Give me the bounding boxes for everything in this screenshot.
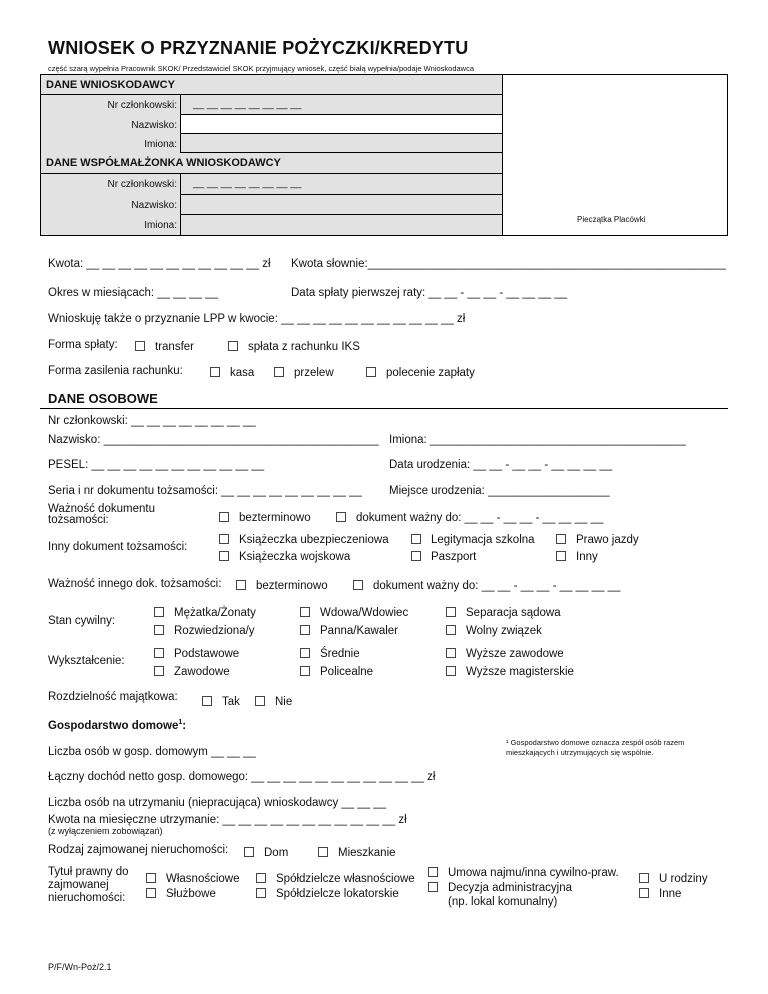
checkbox[interactable] — [154, 607, 164, 617]
amount-words-field[interactable]: Kwota słownie:________________________________________________________ — [291, 258, 726, 270]
marital-widowed-option[interactable]: Wdowa/Wdowiec — [300, 607, 408, 619]
education-label: Wykształcenie: — [48, 655, 125, 667]
household-footnote: ¹ Gospodarstwo domowe oznacza zespół osób razem mieszkających i utrzymujących się wspólnie. — [506, 738, 685, 757]
names-cell[interactable] — [181, 134, 503, 153]
checkbox[interactable] — [236, 580, 246, 590]
checkbox[interactable] — [219, 534, 229, 544]
marital-divorced-option[interactable]: Rozwiedziona/y — [154, 625, 255, 637]
funding-transfer-option[interactable]: przelew — [274, 367, 334, 379]
marital-separation-option[interactable]: Separacja sądowa — [446, 607, 561, 619]
other-doc-passport-option[interactable]: Paszport — [411, 551, 476, 563]
checkbox[interactable] — [154, 648, 164, 658]
personal-surname-field[interactable]: Nazwisko: ___________________________________________ — [48, 434, 379, 446]
checkbox[interactable] — [244, 847, 254, 857]
spouse-names-label: Imiona: — [144, 220, 177, 231]
checkbox[interactable] — [446, 648, 456, 658]
checkbox[interactable] — [446, 666, 456, 676]
checkbox[interactable] — [274, 367, 284, 377]
other-doc-driving-option[interactable]: Prawo jazdy — [556, 534, 639, 546]
education-vocational-option[interactable]: Zawodowe — [154, 666, 230, 678]
title-ownership-option[interactable]: Własnościowe — [146, 873, 240, 885]
checkbox[interactable] — [556, 551, 566, 561]
property-house-option[interactable]: Dom — [244, 847, 288, 859]
checkbox[interactable] — [556, 534, 566, 544]
checkbox[interactable] — [366, 367, 376, 377]
marital-single-option[interactable]: Panna/Kawaler — [300, 625, 398, 637]
personal-names-field[interactable]: Imiona: ________________________________________ — [389, 434, 686, 446]
checkbox[interactable] — [411, 551, 421, 561]
property-flat-option[interactable]: Mieszkanie — [318, 847, 396, 859]
checkbox[interactable] — [300, 648, 310, 658]
checkbox[interactable] — [256, 873, 266, 883]
other-indefinite-option[interactable]: bezterminowo — [236, 580, 328, 592]
footer-form-code: P/F/Wn-Poż/2.1 — [48, 962, 112, 972]
surname-label: Nazwisko: — [131, 120, 177, 131]
education-postsecondary-option[interactable]: Policealne — [300, 666, 373, 678]
checkbox[interactable] — [228, 341, 238, 351]
grey-spouse-names-cell — [181, 215, 503, 235]
checkbox[interactable] — [300, 625, 310, 635]
applicant-box — [40, 74, 728, 236]
household-income-field[interactable]: Łączny dochód netto gosp. domowego: __ __ __ __ __ __ __ __ __ __ __ zł — [48, 771, 436, 783]
checkbox[interactable] — [146, 888, 156, 898]
marital-label: Stan cywilny: — [48, 615, 116, 627]
property-sep-yes-option[interactable]: Tak — [202, 696, 240, 708]
id-indefinite-option[interactable]: bezterminowo — [219, 512, 311, 524]
other-validity-label: Ważność innego dok. tożsamości: — [48, 578, 222, 590]
birth-place-field[interactable]: Miejsce urodzenia: ___________________ — [389, 485, 610, 497]
property-sep-label: Rozdzielność majątkowa: — [48, 691, 178, 703]
checkbox[interactable] — [154, 666, 164, 676]
checkbox[interactable] — [428, 867, 438, 877]
monthly-cost-field[interactable]: Kwota na miesięczne utrzymanie: __ __ __ __ __ __ __ __ __ __ __ zł — [48, 814, 407, 826]
checkbox[interactable] — [353, 580, 363, 590]
education-masters-option[interactable]: Wyższe magisterskie — [446, 666, 574, 678]
title-admin-decision-note: (np. lokal komunalny) — [448, 896, 558, 908]
checkbox[interactable] — [255, 696, 265, 706]
names-label: Imiona: — [144, 139, 177, 150]
monthly-cost-note: (z wyłączeniem zobowiązań) — [48, 826, 163, 836]
checkbox[interactable] — [428, 882, 438, 892]
checkbox[interactable] — [639, 873, 649, 883]
title-label-2: zajmowanej — [48, 879, 109, 891]
grey-spouse-surname-cell — [181, 195, 503, 215]
member-no-label: Nr członkowski: — [107, 100, 177, 111]
id-validity-label-2: tożsamości: — [48, 514, 109, 526]
title-label-3: nieruchomości: — [48, 892, 126, 904]
spouse-member-no-field[interactable]: __ __ __ __ __ __ __ __ — [193, 178, 302, 189]
household-header: Gospodarstwo domowe$^1$: — [48, 719, 187, 732]
personal-member-no-field[interactable]: Nr członkowski: __ __ __ __ __ __ __ __ — [48, 415, 256, 427]
other-doc-label: Inny dokument tożsamości: — [48, 541, 188, 553]
checkbox[interactable] — [219, 512, 229, 522]
education-primary-option[interactable]: Podstawowe — [154, 648, 239, 660]
title-other-option[interactable]: Inne — [639, 888, 681, 900]
title-lease-option[interactable]: Umowa najmu/inna cywilno-praw. — [428, 867, 619, 879]
marital-married-option[interactable]: Mężatka/Żonaty — [154, 607, 256, 619]
repayment-iks-option[interactable]: spłata z rachunku IKS — [228, 341, 360, 353]
checkbox[interactable] — [146, 873, 156, 883]
funding-direct-debit-option[interactable]: polecenie zapłaty — [366, 367, 475, 379]
divider — [40, 408, 728, 409]
property-type-label: Rodzaj zajmowanej nieruchomości: — [48, 844, 229, 856]
form-subtitle: część szarą wypełnia Pracownik SKOK/ Przedstawiciel SKOK przyjmujący wniosek, część białą wypełnia/podaje Wnioskodawca — [48, 64, 475, 73]
first-installment-field[interactable]: Data spłaty pierwszej raty: __ __ - __ __ - __ __ __ __ — [291, 287, 568, 299]
title-service-option[interactable]: Służbowe — [146, 888, 216, 900]
amount-field[interactable]: Kwota: __ __ __ __ __ __ __ __ __ __ __ zł — [48, 258, 271, 270]
checkbox[interactable] — [210, 367, 220, 377]
household-persons-field[interactable]: Liczba osób w gosp. domowym __ __ __ — [48, 746, 256, 758]
title-coop-ownership-option[interactable]: Spółdzielcze własnościowe — [256, 873, 415, 885]
section-applicant: DANE WNIOSKODAWCY — [46, 79, 175, 91]
title-label-1: Tytuł prawny do — [48, 866, 129, 878]
checkbox[interactable] — [256, 888, 266, 898]
checkbox[interactable] — [202, 696, 212, 706]
education-secondary-option[interactable]: Średnie — [300, 648, 360, 660]
member-no-field[interactable]: __ __ __ __ __ __ __ __ — [193, 99, 302, 110]
checkbox[interactable] — [336, 512, 346, 522]
spouse-surname-label: Nazwisko: — [131, 200, 177, 211]
education-higher-vocational-option[interactable]: Wyższe zawodowe — [446, 648, 564, 660]
checkbox[interactable] — [639, 888, 649, 898]
checkbox[interactable] — [219, 551, 229, 561]
birth-date-field[interactable]: Data urodzenia: __ __ - __ __ - __ __ __ __ — [389, 459, 613, 471]
funding-cash-option[interactable]: kasa — [210, 367, 254, 379]
section-spouse: DANE WSPÓŁMAŁŻONKA WNIOSKODAWCY — [46, 157, 281, 169]
checkbox[interactable] — [318, 847, 328, 857]
funding-label: Forma zasilenia rachunku: — [48, 365, 183, 377]
dependents-field[interactable]: Liczba osób na utrzymaniu (niepracująca) wnioskodawcy __ __ __ — [48, 797, 387, 809]
id-validity-label: Ważność dokumentu — [48, 503, 155, 515]
checkbox[interactable] — [135, 341, 145, 351]
stamp-label: Pieczątka Placówki — [577, 215, 646, 224]
form-title: WNIOSEK O PRZYZNANIE POŻYCZKI/KREDYTU — [48, 38, 469, 58]
marital-partnership-option[interactable]: Wolny związek — [446, 625, 542, 637]
checkbox[interactable] — [446, 607, 456, 617]
other-valid-until-option[interactable]: dokument ważny do: __ __ - __ __ - __ __ __ __ — [353, 580, 620, 592]
repayment-transfer-option[interactable]: transfer — [135, 341, 194, 353]
other-doc-school-option[interactable]: Legitymacja szkolna — [411, 534, 535, 546]
checkbox[interactable] — [154, 625, 164, 635]
other-doc-military-option[interactable]: Książeczka wojskowa — [219, 551, 350, 563]
title-admin-decision-option[interactable]: Decyzja administracyjna — [428, 882, 572, 894]
lpp-field[interactable]: Wnioskuję także o przyznanie LPP w kwocie: __ __ __ __ __ __ __ __ __ __ __ zł — [48, 313, 466, 325]
spouse-member-no-label: Nr członkowski: — [107, 179, 177, 190]
property-sep-no-option[interactable]: Nie — [255, 696, 292, 708]
title-coop-tenant-option[interactable]: Spółdzielcze lokatorskie — [256, 888, 399, 900]
id-valid-until-option[interactable]: dokument ważny do: __ __ - __ __ - __ __ __ __ — [336, 512, 603, 524]
id-doc-field[interactable]: Seria i nr dokumentu tożsamości: __ __ __ __ __ __ __ __ __ — [48, 485, 362, 497]
checkbox[interactable] — [300, 607, 310, 617]
repayment-label: Forma spłaty: — [48, 339, 118, 351]
other-doc-insurance-option[interactable]: Książeczka ubezpieczeniowa — [219, 534, 389, 546]
checkbox[interactable] — [446, 625, 456, 635]
title-family-option[interactable]: U rodziny — [639, 873, 708, 885]
checkbox[interactable] — [411, 534, 421, 544]
checkbox[interactable] — [300, 666, 310, 676]
pesel-field[interactable]: PESEL: __ __ __ __ __ __ __ __ __ __ __ — [48, 459, 265, 471]
personal-data-header: DANE OSOBOWE — [48, 391, 158, 406]
period-field[interactable]: Okres w miesiącach: __ __ __ __ — [48, 287, 219, 299]
surname-cell[interactable] — [181, 115, 503, 134]
other-doc-other-option[interactable]: Inny — [556, 551, 598, 563]
